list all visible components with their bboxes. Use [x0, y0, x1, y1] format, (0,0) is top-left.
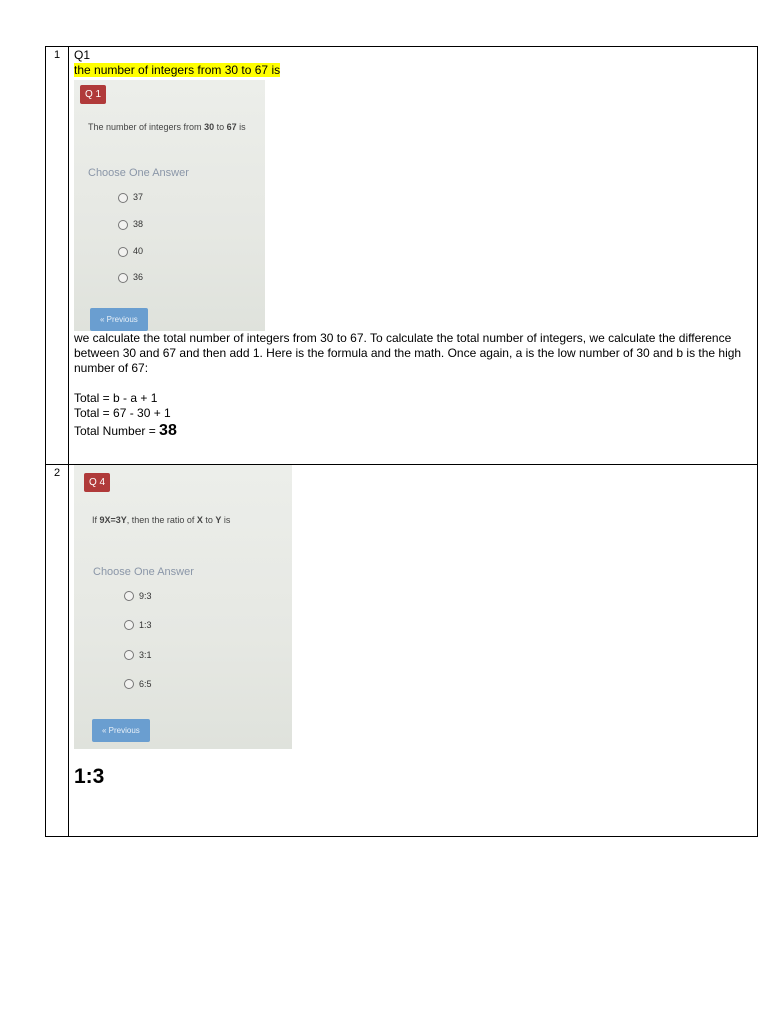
question-badge: Q 1: [80, 85, 106, 104]
row-number: 1: [53, 49, 61, 61]
document-table: [45, 46, 758, 837]
radio-icon[interactable]: [118, 220, 128, 230]
question-cell: [69, 464, 758, 836]
radio-icon[interactable]: [124, 620, 134, 630]
total-value: 38: [159, 422, 177, 439]
row-number: 2: [53, 466, 61, 479]
table-row: [46, 464, 758, 836]
answer-option[interactable]: 9:3: [124, 589, 152, 604]
answer-option[interactable]: 37: [118, 190, 143, 205]
answer-option[interactable]: 36: [118, 270, 143, 285]
question-badge: Q 4: [84, 473, 110, 492]
question-label: Q1: [74, 48, 91, 62]
question-screenshot: [74, 80, 265, 331]
formula-line: Total = b - a + 1: [74, 391, 158, 405]
answer-option[interactable]: 6:5: [124, 677, 152, 692]
radio-icon[interactable]: [124, 650, 134, 660]
total-line: [74, 423, 757, 439]
total-label: Total Number =: [74, 424, 160, 438]
radio-icon[interactable]: [124, 591, 134, 601]
table-row: [46, 47, 758, 465]
question-screenshot: [74, 465, 292, 749]
previous-button[interactable]: « Previous: [92, 719, 150, 742]
formula-line: Total = 67 - 30 + 1: [74, 406, 171, 420]
screenshot-question-text: The number of integers from 30 to 67 is: [88, 122, 246, 132]
radio-icon[interactable]: [118, 273, 128, 283]
screenshot-question-text: If 9X=3Y, then the ratio of X to Y is: [92, 514, 231, 525]
highlighted-question: the number of integers from 30 to 67 is: [74, 63, 281, 77]
answer-option[interactable]: 3:1: [124, 648, 152, 663]
radio-icon[interactable]: [118, 247, 128, 257]
answer-option[interactable]: 1:3: [124, 618, 152, 633]
row-number-cell: [46, 464, 69, 836]
question-cell: [69, 47, 758, 465]
answer-text: 1:3: [74, 764, 105, 788]
answer-option[interactable]: 38: [118, 217, 143, 232]
explanation-text: we calculate the total number of integers from 30 to 67. To calculate the total number of integers, we calculate the difference between 30 and 67 and then add 1. Here is the formula and the math. Once again, a is the low number of 30 and b is the high number of 67:: [74, 331, 742, 375]
radio-icon[interactable]: [124, 679, 134, 689]
row-number-cell: [46, 47, 69, 465]
radio-icon[interactable]: [118, 193, 128, 203]
previous-button[interactable]: « Previous: [90, 308, 148, 331]
choose-answer-label: Choose One Answer: [93, 565, 194, 578]
choose-answer-label: Choose One Answer: [88, 167, 189, 179]
answer-option[interactable]: 40: [118, 244, 143, 259]
